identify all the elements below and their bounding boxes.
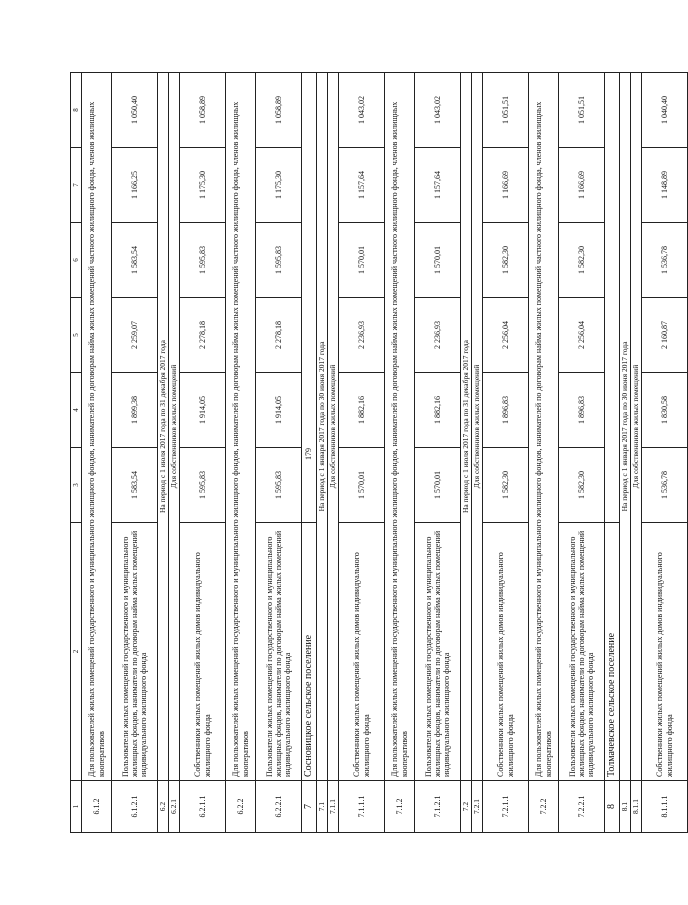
row-code: 8.1.1.1 [642, 780, 688, 832]
table-row [158, 72, 169, 832]
value-cell: 1 166,25 [112, 147, 158, 222]
table-row [483, 72, 529, 832]
row-label: Собственники жилых помещений жилых домов индивидуального жилищного фонда [483, 522, 529, 780]
value-cell: 1 536,78 [642, 222, 688, 297]
period-title: Для собственников жилых помещений [472, 72, 483, 780]
value-cell: 1 050,40 [112, 72, 158, 147]
column-number: 1 [71, 780, 82, 832]
period-title: На период с 1 января 2017 года по 30 июня 2017 года [620, 72, 631, 780]
value-cell: 1 175,30 [256, 147, 302, 222]
row-label: Собственники жилых помещений жилых домов индивидуального жилищного фонда [642, 522, 688, 780]
row-code: 6.2.2 [226, 780, 256, 832]
table-row [631, 72, 642, 832]
value-cell: 1 595,83 [256, 447, 302, 522]
value-cell: 1 157,64 [339, 147, 385, 222]
table-row [256, 72, 302, 832]
row-code: 7.1.1 [328, 780, 339, 832]
group-title: Для пользователей жилых помещений государственного и муниципального жилищного фондов, нанимателей по договорам найма жилых помещений частного жилищного фонда, членов жилищных кооперативов [226, 72, 256, 780]
row-code: 8 [605, 780, 620, 832]
value-cell: 1 582,30 [559, 222, 605, 297]
value-cell: 1 583,54 [112, 222, 158, 297]
table-row [180, 72, 226, 832]
row-code: 7.2.2 [529, 780, 559, 832]
table-row [620, 72, 631, 832]
row-code: 7.1.2 [385, 780, 415, 832]
value-cell: 1 896,83 [559, 372, 605, 447]
column-number: 6 [71, 222, 82, 297]
value-cell: 1 570,01 [415, 222, 461, 297]
table-row [642, 72, 688, 832]
value-cell: 2 278,18 [256, 297, 302, 372]
table-row [339, 72, 385, 832]
row-code: 7.2.1.1 [483, 780, 529, 832]
row-code: 6.2 [158, 780, 169, 832]
table-row [317, 72, 328, 832]
group-title: Для пользователей жилых помещений государственного и муниципального жилищного фондов, нанимателей по договорам найма жилых помещений частного жилищного фонда, членов жилищных кооперативов [529, 72, 559, 780]
value-cell: 1 157,64 [415, 147, 461, 222]
empty-cell [605, 72, 620, 522]
column-number: 2 [71, 522, 82, 780]
period-title: На период с 1 июля 2017 года по 31 декабря 2017 года [461, 72, 472, 780]
row-label: Пользователи жилых помещений государственного и муниципального жилищных фондов, наниматели по договорам найма жилых помещений индивидуального жилищного фонда [112, 522, 158, 780]
value-cell: 1 582,30 [559, 447, 605, 522]
row-code: 7.2.1 [472, 780, 483, 832]
table-body [71, 72, 688, 832]
row-code: 6.2.1 [169, 780, 180, 832]
value-cell: 2 259,07 [112, 297, 158, 372]
column-number: 4 [71, 372, 82, 447]
table-row [529, 72, 559, 832]
value-cell: 1 166,69 [559, 147, 605, 222]
value-cell: 1 595,83 [256, 222, 302, 297]
value-cell: 1 882,16 [415, 372, 461, 447]
value-cell: 2 160,87 [642, 297, 688, 372]
group-title: Для пользователей жилых помещений государственного и муниципального жилищного фондов, нанимателей по договорам найма жилых помещений частного жилищного фонда, членов жилищных кооперативов [82, 72, 112, 780]
value-cell: 1 175,30 [180, 147, 226, 222]
row-label: Пользователи жилых помещений государственного и муниципального жилищных фондов, наниматели по договорам найма жилых помещений индивидуального жилищного фонда [559, 522, 605, 780]
period-title: На период с 1 января 2017 года по 30 июня 2017 года [317, 72, 328, 780]
column-number: 8 [71, 72, 82, 147]
table-row [226, 72, 256, 832]
value-cell: 1 058,89 [256, 72, 302, 147]
value-cell: 1 899,38 [112, 372, 158, 447]
table-row [169, 72, 180, 832]
table-row [302, 72, 317, 832]
table-row [605, 72, 620, 832]
row-code: 7.1.1.1 [339, 780, 385, 832]
value-cell: 1 148,89 [642, 147, 688, 222]
row-code: 7.1 [317, 780, 328, 832]
period-title: Для собственников жилых помещений [631, 72, 642, 780]
row-code: 6.1.2.1 [112, 780, 158, 832]
value-cell: 2 236,93 [339, 297, 385, 372]
row-code: 7.1.2.1 [415, 780, 461, 832]
row-code: 8.1.1 [631, 780, 642, 832]
value-cell: 2 278,18 [180, 297, 226, 372]
value-cell: 1 043,02 [339, 72, 385, 147]
table-row [461, 72, 472, 832]
column-number: 7 [71, 147, 82, 222]
row-code: 7.2.2.1 [559, 780, 605, 832]
value-cell: 1 896,83 [483, 372, 529, 447]
column-number: 3 [71, 447, 82, 522]
period-title: Для собственников жилых помещений [328, 72, 339, 780]
row-code: 6.2.2.1 [256, 780, 302, 832]
row-label: Собственники жилых помещений жилых домов индивидуального жилищного фонда [180, 522, 226, 780]
value-cell: 1 043,02 [415, 72, 461, 147]
column-number-row [71, 72, 82, 832]
table-row [82, 72, 112, 832]
row-code: 8.1 [620, 780, 631, 832]
value-cell: 2 256,04 [483, 297, 529, 372]
value-cell: 1 595,83 [180, 447, 226, 522]
table-row [472, 72, 483, 832]
column-number: 5 [71, 297, 82, 372]
row-label: Пользователи жилых помещений государственного и муниципального жилищных фондов, наниматели по договорам найма жилых помещений индивидуального жилищного фонда [415, 522, 461, 780]
value-cell: 1 570,01 [339, 222, 385, 297]
rotated-table-wrapper [70, 73, 674, 833]
value-cell: 1 570,01 [415, 447, 461, 522]
value-cell: 1 582,30 [483, 447, 529, 522]
value-cell: 1 058,89 [180, 72, 226, 147]
table-row [415, 72, 461, 832]
section-title: Толмачевское сельское поселение [605, 522, 620, 780]
value-cell: 1 051,51 [559, 72, 605, 147]
value-cell: 1 166,69 [483, 147, 529, 222]
group-title: Для пользователей жилых помещений государственного и муниципального жилищного фондов, нанимателей по договорам найма жилых помещений частного жилищного фонда, членов жилищных кооперативов [385, 72, 415, 780]
value-cell: 1 914,05 [256, 372, 302, 447]
row-label: Пользователи жилых помещений государственного и муниципального жилищных фондов, наниматели по договорам найма жилых помещений индивидуального жилищного фонда [256, 522, 302, 780]
table-row [328, 72, 339, 832]
table-row [559, 72, 605, 832]
row-label: Собственники жилых помещений жилых домов индивидуального жилищного фонда [339, 522, 385, 780]
value-cell: 1 536,78 [642, 447, 688, 522]
value-cell: 1 582,30 [483, 222, 529, 297]
value-cell: 1 882,16 [339, 372, 385, 447]
page-number: 179 [304, 448, 313, 460]
row-code: 7 [302, 780, 317, 832]
row-code: 6.2.1.1 [180, 780, 226, 832]
value-cell: 1 595,83 [180, 222, 226, 297]
value-cell: 1 830,58 [642, 372, 688, 447]
period-title: Для собственников жилых помещений [169, 72, 180, 780]
section-title: Сосновицкое сельское поселение [302, 522, 317, 780]
table-row [112, 72, 158, 832]
row-code: 6.1.2 [82, 780, 112, 832]
value-cell: 1 570,01 [339, 447, 385, 522]
table-row [385, 72, 415, 832]
row-code: 7.2 [461, 780, 472, 832]
value-cell: 2 256,04 [559, 297, 605, 372]
value-cell: 1 051,51 [483, 72, 529, 147]
value-cell: 1 583,54 [112, 447, 158, 522]
value-cell: 1 914,05 [180, 372, 226, 447]
value-cell: 1 040,40 [642, 72, 688, 147]
value-cell: 2 236,93 [415, 297, 461, 372]
period-title: На период с 1 июля 2017 года по 31 декабря 2017 года [158, 72, 169, 780]
empty-cell [302, 72, 317, 522]
tariff-table [70, 72, 688, 833]
